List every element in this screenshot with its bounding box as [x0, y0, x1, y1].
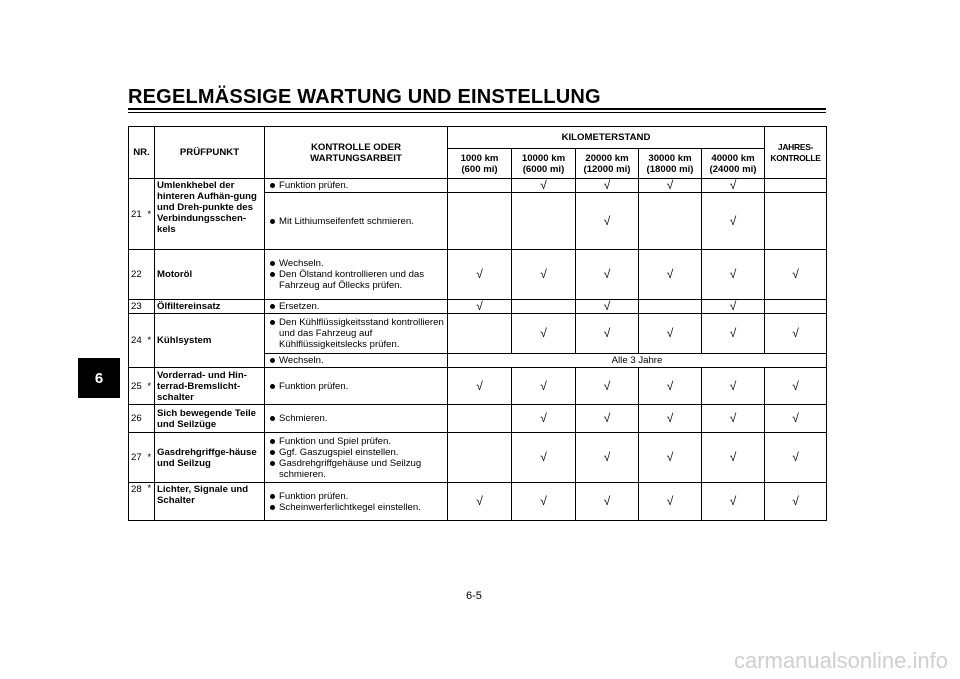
check-mark: √	[702, 193, 765, 250]
header-km-10000: 10000 km (6000 mi)	[512, 149, 576, 179]
check-mark: √	[512, 433, 576, 483]
check-mark: √	[765, 250, 827, 300]
header-jahreskontrolle: JAHRES- KONTROLLE	[765, 127, 827, 179]
cell-empty	[448, 314, 512, 354]
row-item: Gasdrehgriffge-häuse und Seilzug	[155, 433, 265, 483]
row-action: Mit Lithiumseifenfett schmieren.	[265, 193, 448, 250]
table-header-row	[129, 127, 827, 149]
row-star	[145, 250, 155, 300]
table-row	[129, 300, 827, 314]
row-number: 26	[129, 405, 145, 433]
row-action: Ersetzen.	[265, 300, 448, 314]
check-mark: √	[576, 433, 639, 483]
row-action: Funktion prüfen. Scheinwerferlichtkegel einstellen.	[265, 483, 448, 521]
check-mark: √	[576, 300, 639, 314]
row-action: Wechseln. Den Ölstand kontrollieren und das Fahrzeug auf Öllecks prüfen.	[265, 250, 448, 300]
row-item: Vorderrad- und Hin-terrad-Bremslicht-schalter	[155, 368, 265, 405]
check-mark: √	[702, 405, 765, 433]
check-mark: √	[639, 314, 702, 354]
header-km-40000: 40000 km (24000 mi)	[702, 149, 765, 179]
check-mark: √	[702, 368, 765, 405]
check-mark: √	[639, 368, 702, 405]
check-mark: √	[765, 314, 827, 354]
row-star	[145, 300, 155, 314]
check-mark: √	[512, 483, 576, 521]
check-mark: √	[765, 368, 827, 405]
row-action: Schmieren.	[265, 405, 448, 433]
header-km-1000: 1000 km (600 mi)	[448, 149, 512, 179]
section-tab: 6	[78, 358, 120, 398]
table-row	[129, 250, 827, 300]
check-mark: √	[765, 433, 827, 483]
interval-text: Alle 3 Jahre	[448, 354, 827, 368]
row-number: 23	[129, 300, 145, 314]
check-mark: √	[512, 405, 576, 433]
row-item: Kühlsystem	[155, 314, 265, 368]
check-mark: √	[576, 193, 639, 250]
row-number: 25	[129, 368, 145, 405]
check-mark: √	[702, 250, 765, 300]
check-mark: √	[576, 250, 639, 300]
watermark-text: carmanualsonline.info	[733, 648, 948, 673]
page-title: REGELMÄSSIGE WARTUNG UND EINSTELLUNG	[128, 86, 601, 108]
check-mark: √	[448, 483, 512, 521]
row-number: 22	[129, 250, 145, 300]
table-row	[129, 368, 827, 405]
check-mark: √	[576, 179, 639, 193]
row-star: *	[145, 179, 155, 250]
check-mark: √	[639, 433, 702, 483]
row-star: *	[145, 314, 155, 368]
row-number: 21	[129, 179, 145, 250]
check-mark: √	[702, 433, 765, 483]
check-mark: √	[702, 314, 765, 354]
check-mark: √	[448, 300, 512, 314]
row-action: Den Kühlflüssigkeitsstand kontrollieren und das Fahrzeug auf Kühlflüssigkeitslecks prüfen.	[265, 314, 448, 354]
check-mark: √	[448, 368, 512, 405]
row-star: *	[145, 483, 155, 521]
cell-empty	[512, 300, 576, 314]
check-mark: √	[702, 483, 765, 521]
row-item: Umlenkhebel der hinteren Aufhän-gung und Dreh-punkte des Verbindungsschen-kels	[155, 179, 265, 250]
check-mark: √	[512, 179, 576, 193]
check-mark: √	[639, 250, 702, 300]
table-row	[129, 314, 827, 354]
cell-empty	[512, 193, 576, 250]
check-mark: √	[448, 250, 512, 300]
check-mark: √	[702, 179, 765, 193]
header-pruefpunkt: PRÜFPUNKT	[155, 127, 265, 179]
row-item: Ölfiltereinsatz	[155, 300, 265, 314]
row-star: *	[145, 368, 155, 405]
cell-empty	[639, 193, 702, 250]
row-number: 24	[129, 314, 145, 368]
page-number: 6-5	[466, 590, 482, 602]
cell-empty	[448, 433, 512, 483]
row-number: 27	[129, 433, 145, 483]
row-star: *	[145, 433, 155, 483]
header-kontrolle: KONTROLLE ODER WARTUNGSARBEIT	[265, 127, 448, 179]
check-mark: √	[765, 405, 827, 433]
row-star	[145, 405, 155, 433]
row-item: Lichter, Signale und Schalter	[155, 483, 265, 521]
cell-empty	[448, 405, 512, 433]
header-nr: NR.	[129, 127, 155, 179]
row-action: Funktion prüfen.	[265, 368, 448, 405]
row-item: Sich bewegende Teile und Seilzüge	[155, 405, 265, 433]
title-rule-thin	[128, 112, 826, 113]
check-mark: √	[576, 368, 639, 405]
check-mark: √	[765, 483, 827, 521]
check-mark: √	[512, 368, 576, 405]
cell-empty	[448, 179, 512, 193]
row-item: Motoröl	[155, 250, 265, 300]
check-mark: √	[512, 250, 576, 300]
header-km-30000: 30000 km (18000 mi)	[639, 149, 702, 179]
cell-empty	[448, 193, 512, 250]
row-number: 28	[129, 483, 145, 521]
row-action: Wechseln.	[265, 354, 448, 368]
table-row	[129, 433, 827, 483]
check-mark: √	[576, 483, 639, 521]
cell-empty	[765, 179, 827, 193]
check-mark: √	[576, 314, 639, 354]
check-mark: √	[576, 405, 639, 433]
check-mark: √	[639, 179, 702, 193]
header-kilometerstand: KILOMETERSTAND	[448, 127, 765, 149]
check-mark: √	[702, 300, 765, 314]
row-action: Funktion und Spiel prüfen. Ggf. Gaszugspiel einstellen. Gasdrehgriffgehäuse und Seilzug schmieren.	[265, 433, 448, 483]
table-row	[129, 179, 827, 193]
cell-empty	[765, 193, 827, 250]
check-mark: √	[639, 483, 702, 521]
header-km-20000: 20000 km (12000 mi)	[576, 149, 639, 179]
cell-empty	[765, 300, 827, 314]
cell-empty	[639, 300, 702, 314]
maintenance-table	[128, 126, 827, 521]
check-mark: √	[639, 405, 702, 433]
table-row	[129, 483, 827, 521]
check-mark: √	[512, 314, 576, 354]
title-rule-thick	[128, 108, 826, 110]
row-action: Funktion prüfen.	[265, 179, 448, 193]
table-row	[129, 405, 827, 433]
